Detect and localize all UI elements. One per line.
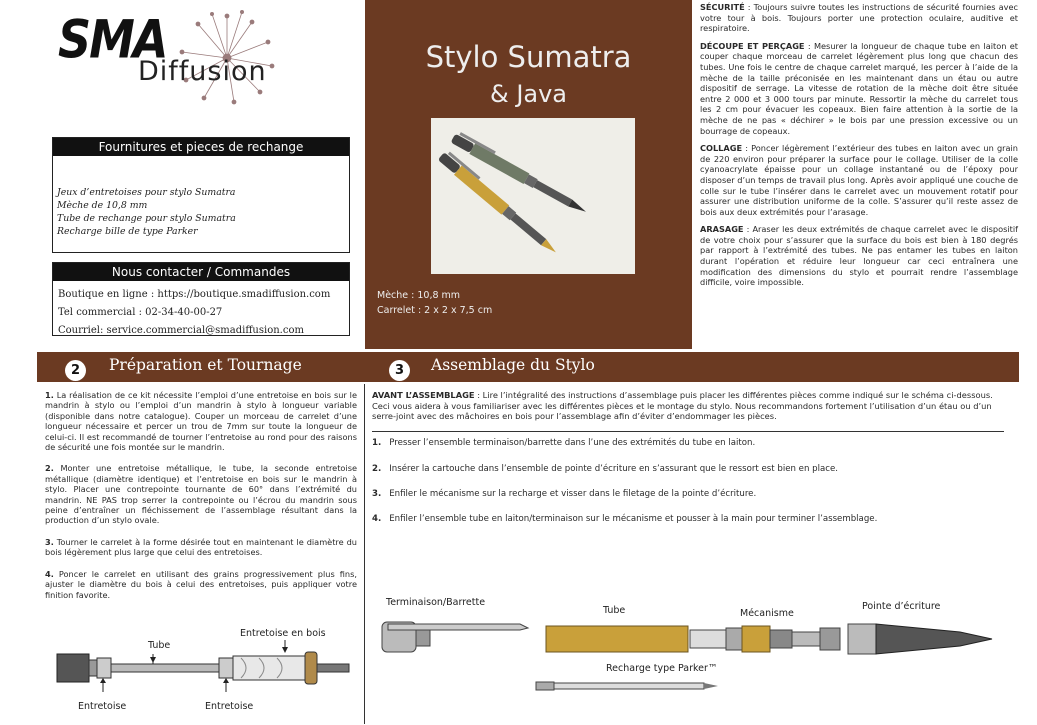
logo-diffusion-text: Diffusion [138, 56, 267, 87]
tip-label: Pointe d’écriture [862, 601, 941, 612]
mandrel-tube-label: Tube [148, 640, 171, 651]
mandrel-spacer-right-label: Entretoise [205, 701, 254, 712]
column-divider [364, 384, 365, 724]
list-item: Jeux d’entretoises pour stylo Sumatra [57, 187, 236, 198]
paragraph-trimming [700, 224, 1018, 288]
step-number: 3. [372, 489, 382, 499]
shop-link[interactable]: Boutique en ligne : https://boutique.smadiffusion.com [58, 289, 331, 300]
assembly-step [372, 489, 756, 499]
step-number: 3. [45, 536, 54, 547]
assembly-divider [372, 431, 1004, 432]
paragraph-security [700, 2, 1018, 34]
assembly-step [372, 464, 838, 474]
section-title-3: Assemblage du Stylo [431, 356, 595, 374]
step-text: Insérer la cartouche dans l’ensemble de pointe d’écriture en s’assurant que le ressort est bien en place. [389, 464, 838, 474]
mandrel-diagram [55, 640, 360, 702]
intro-heading: AVANT L’ASSEMBLAGE [372, 390, 475, 400]
prep-step [45, 537, 357, 558]
paragraph-gluing [700, 143, 1018, 217]
step-text: La réalisation de ce kit nécessite l’emploi d’une entretoise en bois sur le mandrin à stylo ou l’emploi d’un mandrin à stylo à longueur variable (disponible dans notre catalogue). Couper un morceau de carrelet d’une longueur nécessaire et percer un trou de 7mm sur toute la longueur de celui-ci. Il est recommandé de tourner l’entretoise au rond pour des raisons de sécurité une fois montée sur le mandrin. [45, 390, 357, 453]
intro-text: : Lire l’intégralité des instructions d’assemblage puis placer les différentes pièces comme indiqué sur le schéma ci-dessous. Ceci vous aidera à vous familiariser avec les différentes pièces et le montage du stylo. Nous recommandons fortement l’utilisation d’un étau ou d’un serre-joint avec des mâchoires en bois pour l’assemblage afin d’éviter d’endommager les pièces. [372, 390, 993, 422]
section-number-2: 2 [65, 360, 86, 381]
step-text: Enfiler le mécanisme sur la recharge et visser dans le filetage de la pointe d’écriture. [389, 489, 757, 499]
drill-spec: Mèche : 10,8 mm [377, 290, 461, 301]
product-panel [365, 0, 692, 349]
product-title: Stylo Sumatra [425, 40, 632, 74]
assembly-step [372, 438, 755, 448]
trimming-heading: ARASAGE [700, 224, 744, 235]
mandrel-spacer-left-label: Entretoise [78, 701, 127, 712]
instructions-column [700, 2, 1018, 295]
section-title-2: Préparation et Tournage [109, 356, 302, 374]
step-text: Enfiler l’ensemble tube en laiton/terminaison sur le mécanisme et pousser à la main pour terminer l’assemblage. [389, 514, 878, 524]
step-number: 2. [372, 464, 382, 474]
contact-box [52, 262, 350, 336]
security-text: : Toujours suivre toutes les instructions de sécurité fournies avec votre tour à bois. Toujours porter une protection oculaire, auditive et respiratoire. [700, 2, 1018, 34]
phone-line: Tel commercial : 02-34-40-00-27 [58, 307, 223, 318]
step-text: Monter une entretoise métallique, le tube, la seconde entretoise métallique (diamètre identique) et l’entretoise en bois sur le mandrin à stylo. Placer une contrepointe tournante de 60° dans l’extrémité du mandrin. NE PAS trop serrer la contrepointe ou l’écrou du mandrin sous peine d’entraîner un fléchissement de l’assemblage résultant dans la production d’un stylo ovale. [45, 463, 357, 526]
step-number: 1. [45, 390, 54, 400]
list-item: Recharge bille de type Parker [57, 226, 198, 237]
supplies-list [53, 156, 349, 238]
paragraph-cutting [700, 41, 1018, 136]
list-item: Mèche de 10,8 mm [57, 200, 148, 211]
product-subtitle: & Java [489, 80, 568, 108]
section-number-3: 3 [389, 360, 410, 381]
pens-image [431, 118, 635, 274]
cutting-text: : Mesurer la longueur de chaque tube en laiton et couper chaque morceau de carrelet légèrement plus long que chacun des tubes. Une fois le centre de chaque carrelet marqué, les percer à l’aide de la mèche de la taille préconisée en les maintenant dans un étau ou autre dispositif de serrage. La vitesse de rotation de la mèche doit être située entre 2 000 et 3 000 tours par minute. Ressortir la mèche du carrelet tous les 2 cm pour évacuer les copeaux. Bien faire attention à la sortie de la mèche de ne pas « déchirer » le bois par une pression excessive ou un bourrage de copeaux. [700, 40, 1018, 136]
trimming-text: : Araser les deux extrémités de chaque carrelet avec le dispositif de votre choix pour s’assurer que la surface du bois est bien à 180 degrés par rapport à l’extrémité des tubes. Ne pas entamer les tubes en laiton durant l’opération et réduire leur longueur car ceci entraînera une modification des dimensions du stylo et pourrait rendre l’assemblage difficile, voire impossible. [700, 224, 1018, 288]
mechanism-label: Mécanisme [740, 608, 794, 619]
cutting-heading: DÉCOUPE ET PERÇAGE [700, 40, 805, 51]
contact-title: Nous contacter / Commandes [53, 263, 349, 281]
step-number: 4. [372, 514, 382, 524]
assembly-intro [372, 390, 1012, 422]
brand-logo [52, 8, 352, 118]
step-text: Tourner le carrelet à la forme désirée tout en maintenant le diamètre du bois légèrement plus large que celui des entretoises. [45, 536, 357, 558]
step-number: 2. [45, 463, 54, 474]
preparation-steps [45, 390, 357, 611]
supplies-box [52, 137, 350, 253]
logo-sma-text: SMA [58, 7, 167, 71]
assembly-step [372, 514, 877, 524]
gluing-heading: COLLAGE [700, 143, 743, 154]
step-number: 1. [372, 438, 382, 448]
refill-label: Recharge type Parker™ [606, 663, 718, 674]
contact-list [53, 281, 349, 340]
step-number: 4. [45, 568, 54, 579]
pen-photo [431, 118, 635, 274]
mandrel-wood-spacer-label: Entretoise en bois [240, 628, 326, 639]
step-text: Poncer le carrelet en utilisant des grains progressivement plus fins, ajuster le diamètre du bois à celui des entretoises, puis appliquer votre finition favorite. [45, 568, 357, 600]
step-text: Presser l’ensemble terminaison/barrette dans l’une des extrémités du tube en laiton. [389, 438, 756, 448]
prep-step [45, 463, 357, 525]
list-item: Tube de rechange pour stylo Sumatra [57, 213, 236, 224]
prep-step [45, 569, 357, 600]
email-link[interactable]: Courriel: service.commercial@smadiffusion.com [58, 325, 304, 336]
supplies-title: Fournitures et pieces de rechange [53, 138, 349, 156]
blank-spec: Carrelet : 2 x 2 x 7,5 cm [377, 305, 493, 316]
parts-diagram [380, 618, 1000, 698]
security-heading: SÉCURITÉ [700, 2, 745, 12]
tube-label: Tube [603, 605, 626, 616]
section-band [37, 352, 1019, 382]
prep-step [45, 390, 357, 452]
clip-label: Terminaison/Barrette [386, 597, 486, 608]
gluing-text: : Poncer légèrement l’extérieur des tubes en laiton avec un grain de 220 environ pour préparer la surface pour le collage. Utiliser de la colle cyanoacrylate épaisse pour un collage instantané ou de l’époxy pour disposer d’un temps de travail plus long. Après avoir appliqué une couche de colle sur le tube l’insérer dans le carrelet avec un mouvement rotatif pour assurer une distribution uniforme de la colle. S’assurer qu’il reste assez de bois aux deux extrémités pour l’arasage. [700, 143, 1018, 217]
